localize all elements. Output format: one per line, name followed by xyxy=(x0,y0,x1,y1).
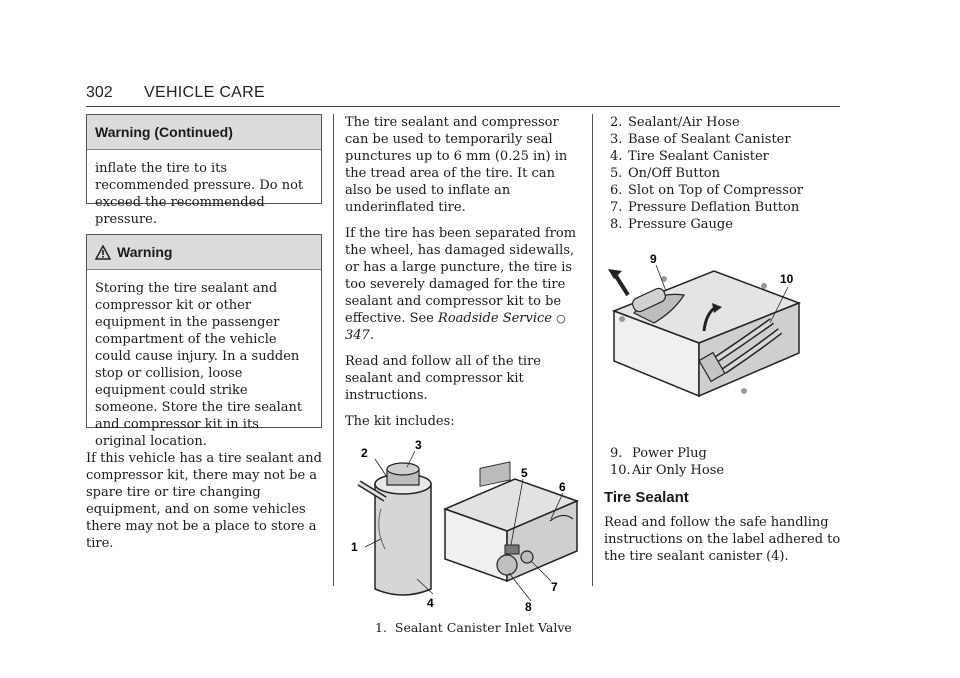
warning-triangle-icon xyxy=(95,244,111,266)
warning-continued-text: inflate the tire to its recommended pressure. Do not exceed the recommended pressure. xyxy=(95,161,304,227)
roadside-service-link[interactable]: Roadside Service xyxy=(438,311,552,326)
column-divider xyxy=(333,114,334,586)
label-2: 2 xyxy=(361,446,368,460)
warning-continued-title: Warning (Continued) xyxy=(87,115,321,150)
page-ref-icon: ○ xyxy=(556,312,566,325)
paragraph-kit-includes: The kit includes: xyxy=(345,414,455,429)
label-7: 7 xyxy=(551,580,558,594)
label-1: 1 xyxy=(351,540,358,554)
power-hose-list xyxy=(604,445,844,479)
paragraph-instructions: Read and follow all of the tire sealant and compressor kit instructions. xyxy=(345,354,541,403)
warning-box xyxy=(86,234,322,449)
label-10: 10 xyxy=(780,272,794,286)
label-4: 4 xyxy=(427,596,434,610)
column-divider xyxy=(592,114,593,586)
column-1 xyxy=(86,114,322,561)
compressor-illustration xyxy=(604,251,804,441)
list-item: 4. Tire Sealant Canister xyxy=(610,149,769,164)
paragraph-usage: The tire sealant and compressor can be used to temporarily seal punctures up to 6 mm (0.25 in) in the tread area of the tire. It can also be used to inflate an underinflated tire. xyxy=(345,115,568,215)
label-9: 9 xyxy=(650,252,657,266)
kit-note-paragraph: If this vehicle has a tire sealant and compressor kit, there may not be a spare tire or tire changing equipment, and on some vehicles there may not be a place to store a tire. xyxy=(86,451,322,551)
list-item: 8. Pressure Gauge xyxy=(610,217,733,232)
list-item: 2. Sealant/Air Hose xyxy=(610,115,740,130)
page-number: 302 xyxy=(86,84,113,101)
list-item: 9. Power Plug xyxy=(610,446,707,461)
label-8: 8 xyxy=(525,600,532,614)
list-item: 10. Air Only Hose xyxy=(610,463,725,478)
page-header xyxy=(86,82,840,107)
warning-title: Warning xyxy=(117,244,173,260)
list-item: 7. Pressure Deflation Button xyxy=(610,200,800,215)
figure-caption: 1. Sealant Canister Inlet Valve xyxy=(375,620,572,635)
label-6: 6 xyxy=(559,480,566,494)
list-item: 6. Slot on Top of Compressor xyxy=(610,183,804,198)
section-heading-tire-sealant: Tire Sealant xyxy=(604,489,689,506)
tire-sealant-paragraph: Read and follow the safe handling instructions on the label adhered to the tire sealant canister (4). xyxy=(604,515,841,564)
warning-continued-box xyxy=(86,114,322,227)
column-2 xyxy=(345,114,581,636)
section-title: VEHICLE CARE xyxy=(144,84,265,101)
list-item: 5. On/Off Button xyxy=(610,166,721,181)
label-5: 5 xyxy=(521,466,528,480)
list-item: 3. Base of Sealant Canister xyxy=(610,132,791,147)
paragraph-damage: If the tire has been separated from the wheel, has damaged sidewalls, or has a large puncture, the tire is too severely damaged for the tire sealant and compressor kit to be effective. See Roadside Service ○ 347. xyxy=(345,226,577,343)
page-ref-number: 347. xyxy=(345,328,374,343)
kit-illustration xyxy=(345,439,581,615)
column-3 xyxy=(604,114,844,574)
label-3: 3 xyxy=(415,439,422,452)
warning-text: Storing the tire sealant and compressor kit or other equipment in the passenger compartment of the vehicle could cause injury. In a sudden stop or collision, loose equipment could strike someone. Store the tire sealant and compressor kit in its original location. xyxy=(95,281,303,449)
warning-header xyxy=(87,235,321,270)
kit-parts-list xyxy=(604,114,844,233)
